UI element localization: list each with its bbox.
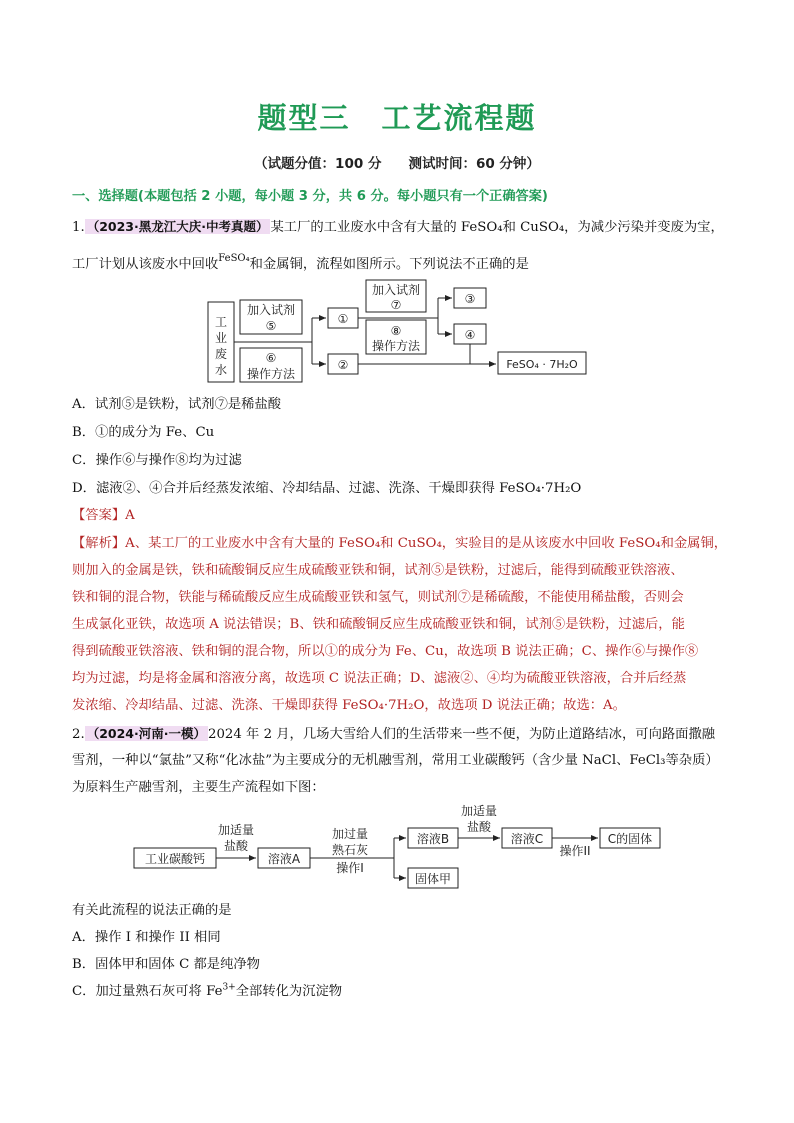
q2-flowchart xyxy=(128,800,668,892)
q1-number: 1. xyxy=(72,220,85,235)
q1-option-a: A．试剂⑤是铁粉，试剂⑦是稀盐酸 xyxy=(72,397,282,412)
raw-label: 工业碳酸钙 xyxy=(144,852,206,866)
method8-num: ⑧ xyxy=(390,324,402,338)
q1-flowchart xyxy=(200,276,600,386)
q1-stem-line1 xyxy=(72,218,727,237)
q1-analysis-line6: 均为过滤，均是将金属和溶液分离，故选项 C 说法正确；D、滤液②、④均为硫酸亚铁溶液，合并后经蒸 xyxy=(72,671,687,686)
product-label: FeSO₄ · 7H₂O xyxy=(506,358,578,371)
q1-analysis-line4: 生成氯化亚铁，故选项 A 说法错误；B、铁和硫酸铜反应生成硫酸亚铁和铜，试剂⑤是铁粉，过滤后，能 xyxy=(72,617,685,632)
q1-option-c: C．操作⑥与操作⑧均为过滤 xyxy=(72,453,242,468)
q1-stem-text2c: 和金属铜，流程如图所示。下列说法不正确的是 xyxy=(249,257,529,272)
method6-num: ⑥ xyxy=(265,351,277,365)
add-lime-label1: 加过量 xyxy=(331,827,369,841)
solC-label: 溶液C xyxy=(510,832,544,846)
q1-stem-line2 xyxy=(72,250,727,274)
add-hcl-label2: 盐酸 xyxy=(223,839,249,853)
q1-analysis-line1: 【解析】A、某工厂的工业废水中含有大量的 FeSO₄和 CuSO₄，实验目的是从该废水中回收 FeSO₄和金属铜， xyxy=(72,536,728,551)
source-char-4: 水 xyxy=(214,363,228,377)
q2-option-c-post: 全部转化为沉淀物 xyxy=(235,984,343,999)
add-hcl2-label1: 加适量 xyxy=(460,804,498,818)
add-hcl-label1: 加适量 xyxy=(217,823,255,837)
node4-label: ④ xyxy=(464,328,476,342)
q2-question: 有关此流程的说法正确的是 xyxy=(72,903,232,918)
q2-option-b: B．固体甲和固体 C 都是纯净物 xyxy=(72,957,260,972)
op2-label: 操作II xyxy=(559,844,591,858)
method8-label: 操作方法 xyxy=(371,339,421,353)
q2-option-a: A．操作 I 和操作 II 相同 xyxy=(72,930,221,945)
node3-label: ③ xyxy=(464,292,476,306)
method6-label: 操作方法 xyxy=(246,367,296,381)
q2-stem-text1: 2024 年 2 月，几场大雪给人们的生活带来一些不便，为防止道路结冰，可向路面撒融 xyxy=(207,727,716,742)
q1-source-badge: （2023·黑龙江大庆·中考真题） xyxy=(86,219,269,234)
productC-label: C的固体 xyxy=(607,832,653,846)
solB-label: 溶液B xyxy=(416,832,450,846)
q1-option-d: D．滤液②、④合并后经蒸发浓缩、冷却结晶、过滤、洗涤、干燥即获得 FeSO₄·7H₂O xyxy=(72,481,582,496)
reagent7-num: ⑦ xyxy=(390,298,402,312)
node1-label: ① xyxy=(337,312,349,326)
add-hcl2-label2: 盐酸 xyxy=(466,820,492,834)
reagent5-num: ⑤ xyxy=(265,319,277,333)
q1-analysis-line3: 铁和铜的混合物，铁能与稀硫酸反应生成硫酸亚铁和氢气，则试剂⑦是稀硫酸，不能使用稀盐酸，否则会 xyxy=(72,590,684,605)
op1-label: 操作I xyxy=(336,861,364,875)
solA-label: 溶液A xyxy=(267,852,301,866)
q1-analysis-line5: 得到硫酸亚铁溶液、铁和铜的混合物，所以①的成分为 Fe、Cu，故选项 B 说法正确；C、操作⑥与操作⑧ xyxy=(72,644,699,659)
q2-source-badge: （2024·河南·一模） xyxy=(86,726,206,741)
node2-label: ② xyxy=(337,358,349,372)
q2-option-c-pre: C．加过量熟石灰可将 Fe xyxy=(72,984,223,999)
page-subtitle: （试题分值：100 分 测试时间：60 分钟） xyxy=(254,156,540,172)
q2-stem-line1 xyxy=(72,725,727,744)
page-title: 题型三 工艺流程题 xyxy=(257,101,537,135)
q2-stem-line2: 雪剂，一种以“氯盐”又称“化冰盐”为主要成分的无机融雪剂，常用工业碳酸钙（含少量 NaCl、FeCl₃等杂质） xyxy=(72,753,719,768)
q2-stem-line3: 为原料生产融雪剂，主要生产流程如下图： xyxy=(72,780,325,795)
q1-analysis-line2: 则加入的金属是铁，铁和硫酸铜反应生成硫酸亚铁和铜，试剂⑤是铁粉，过滤后，能得到硫酸亚铁溶液、 xyxy=(72,563,684,578)
source-char-1: 工 xyxy=(214,315,228,329)
q1-formula-feso4: FeSO₄ xyxy=(218,253,250,264)
q1-option-b: B．①的成分为 Fe、Cu xyxy=(72,425,215,440)
add-lime-label2: 熟石灰 xyxy=(331,843,369,857)
q1-stem-text2a: 工厂计划从该废水中回收 xyxy=(72,257,219,272)
q2-option-c-sup: 3+ xyxy=(222,982,236,993)
source-char-3: 废 xyxy=(214,347,228,361)
solid-label: 固体甲 xyxy=(414,872,452,886)
q1-stem-text1: 某工厂的工业废水中含有大量的 FeSO₄和 CuSO₄，为减少污染并变废为宝， xyxy=(270,220,724,235)
reagent5-label: 加入试剂 xyxy=(246,303,296,317)
q2-option-c xyxy=(72,983,727,1001)
q1-answer: 【答案】A xyxy=(72,508,135,523)
q1-analysis-line7: 发浓缩、冷却结晶、过滤、洗涤、干燥即获得 FeSO₄·7H₂O，故选项 D 说法正确；故选：A。 xyxy=(72,698,626,713)
reagent7-label: 加入试剂 xyxy=(371,283,421,297)
source-char-2: 业 xyxy=(214,331,228,345)
section-heading: 一、选择题(本题包括 2 小题，每小题 3 分，共 6 分。每小题只有一个正确答案) xyxy=(72,189,548,204)
q2-number: 2. xyxy=(72,727,85,742)
